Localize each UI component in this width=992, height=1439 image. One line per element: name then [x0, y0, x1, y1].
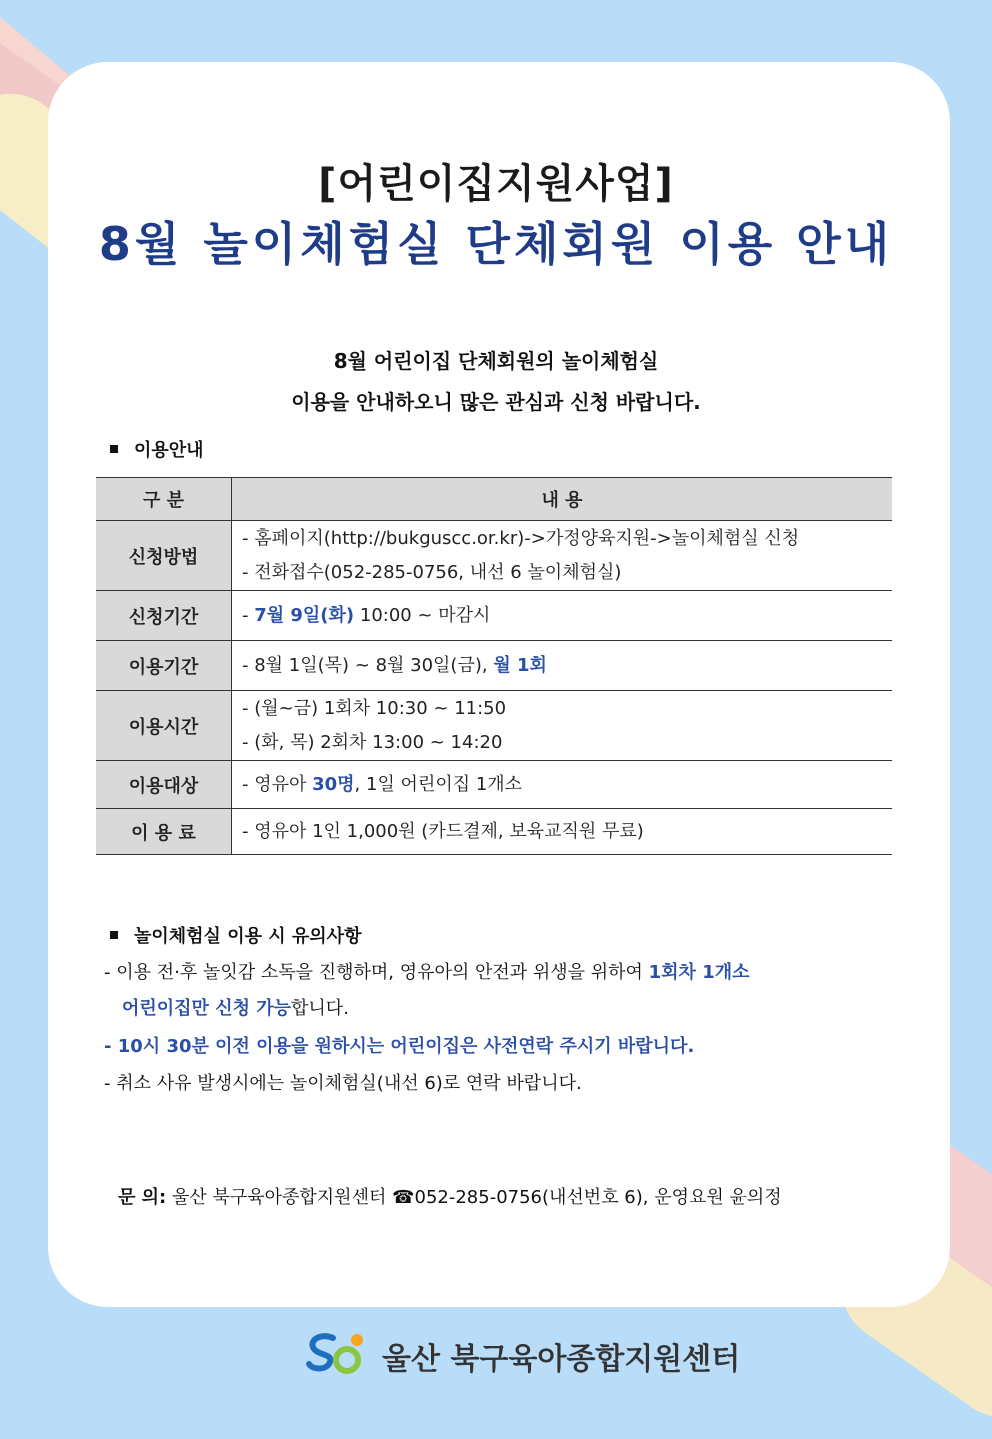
row-value: - 영유아 30명, 1일 어린이집 1개소 [232, 761, 893, 809]
row-label: 이용기간 [96, 641, 232, 691]
highlight-text: 월 1회 [493, 654, 547, 676]
highlight-text: 30명 [312, 773, 355, 795]
intro-line1: 8월 어린이집 단체회원의 놀이체험실 [333, 349, 659, 373]
footer-logo-text: 울산 북구육아종합지원센터 [382, 1342, 741, 1377]
note-item: - 취소 사유 발생시에는 놀이체험실(내선 6)로 연락 바랍니다. [104, 1073, 582, 1094]
table-row [96, 691, 892, 761]
note-item-continued: 어린이집만 신청 가능합니다. [122, 998, 349, 1019]
highlight-text: 7월 9일(화) [254, 604, 355, 626]
value-line: - (월~금) 1회차 10:30 ~ 11:50 [242, 697, 507, 719]
value-line: - (화, 목) 2회차 13:00 ~ 14:20 [242, 731, 503, 753]
row-value [232, 691, 893, 761]
section-heading-notes: 놀이체험실 이용 시 유의사항 [110, 922, 361, 948]
row-label: 이용시간 [96, 691, 232, 761]
section-heading-usage: 이용안내 [110, 436, 204, 462]
row-label: 신청기간 [96, 591, 232, 641]
contact-info [118, 1183, 782, 1209]
table-row [96, 521, 892, 591]
row-label: 이 용 료 [96, 809, 232, 855]
bullet-square-icon [110, 445, 118, 453]
table-row [96, 761, 892, 809]
contact-text: 울산 북구육아종합지원센터 ☎052-285-0756(내선번호 6), 운영요원 윤의정 [166, 1187, 782, 1208]
contact-label: 문 의: [118, 1187, 167, 1208]
table-row [96, 641, 892, 691]
row-label: 신청방법 [96, 521, 232, 591]
center-logo-icon [305, 1330, 365, 1376]
info-table [96, 477, 892, 855]
highlight-text: 어린이집만 신청 가능 [122, 998, 292, 1019]
table-header-category: 구 분 [96, 478, 232, 521]
table-header-row [96, 478, 892, 521]
bullet-square-icon [110, 931, 118, 939]
note-item-important: - 10시 30분 이전 이용을 원하시는 어린이집은 사전연락 주시기 바랍니다. [104, 1036, 695, 1057]
table-header-content: 내 용 [232, 478, 893, 521]
value-line: - 홈페이지(http://bukguscc.or.kr)->가정양육지원->놀이체험실 신청 [242, 527, 800, 549]
page-title-line2: 8월 놀이체험실 단체회원 이용 안내 [98, 217, 894, 271]
highlight-text: 1회차 1개소 [648, 962, 750, 983]
table-row [96, 591, 892, 641]
row-value: - 영유아 1인 1,000원 (카드결제, 보육교직원 무료) [232, 809, 893, 855]
row-value [232, 521, 893, 591]
table-row [96, 809, 892, 855]
page-title-line1: [어린이집지원사업] [318, 161, 674, 207]
value-line: - 전화접수(052-285-0756, 내선 6 놀이체험실) [242, 561, 622, 583]
note-item: - 이용 전·후 놀잇감 소독을 진행하며, 영유아의 안전과 위생을 위하여 1회차 1개소 [104, 962, 750, 983]
intro-line2: 이용을 안내하오니 많은 관심과 신청 바랍니다. [291, 390, 701, 414]
row-value: - 7월 9일(화) 10:00 ~ 마감시 [232, 591, 893, 641]
row-label: 이용대상 [96, 761, 232, 809]
row-value: - 8월 1일(목) ~ 8월 30일(금), 월 1회 [232, 641, 893, 691]
